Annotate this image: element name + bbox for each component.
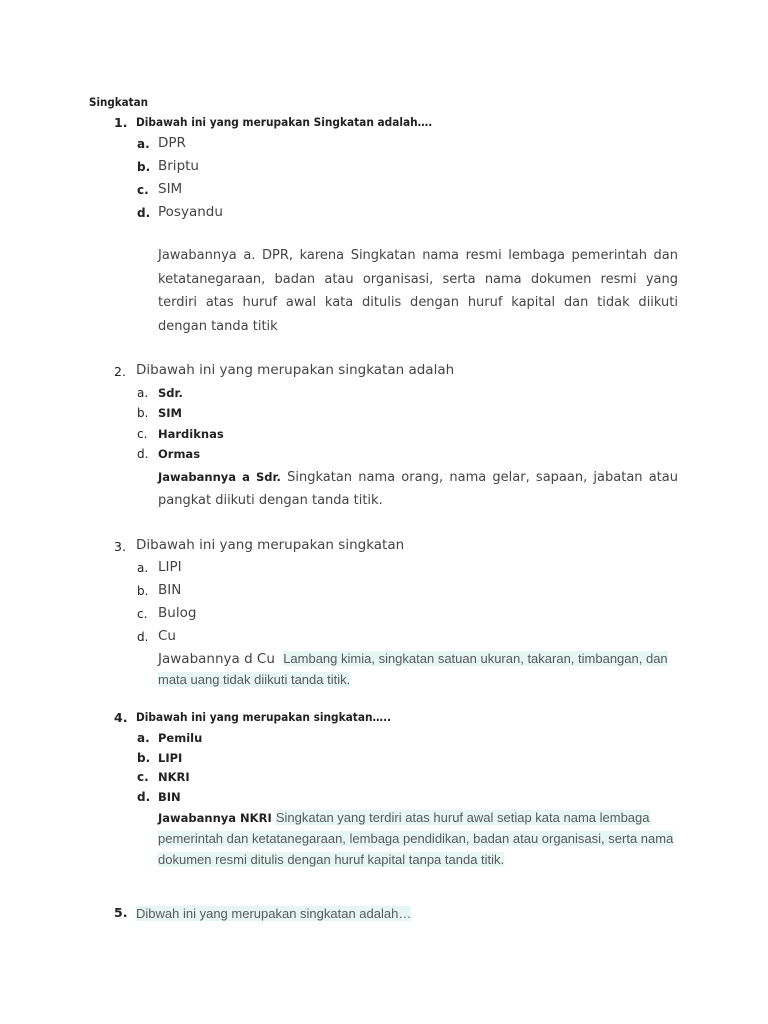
answer-lead: Jawabannya d Cu	[158, 651, 275, 667]
option-letter: a.	[137, 386, 149, 400]
option-text: Posyandu	[158, 204, 223, 220]
answer-explanation	[158, 649, 680, 691]
answer-text-highlighted: Singkatan yang terdiri atas huruf awal setiap kata nama lembaga pemerintah dan ketatanegaraan, lembaga pendidikan, badan atau organisasi, serta nama dokumen resmi ditulis dengan huruf kapital tanpa tanda titik.	[158, 810, 674, 867]
option-text: Cu	[158, 628, 176, 644]
question-number: 2.	[114, 364, 126, 379]
option-letter: c.	[137, 770, 149, 784]
option-letter: d.	[137, 447, 149, 461]
option-letter: a.	[137, 561, 149, 575]
option-text: Bulog	[158, 605, 197, 621]
option-letter: a.	[137, 137, 150, 151]
option-letter: d.	[137, 206, 151, 220]
option-letter: b.	[137, 584, 149, 598]
question-number: 5.	[114, 905, 128, 920]
answer-explanation	[158, 466, 678, 512]
option-text: Briptu	[158, 158, 199, 174]
option-letter: a.	[137, 731, 150, 745]
option-letter: b.	[137, 406, 149, 420]
answer-text: Singkatan nama orang, nama gelar, sapaan, jabatan atau pangkat diikuti dengan tanda titik.	[158, 470, 679, 508]
question-number: 4.	[114, 710, 128, 725]
option-text: Ormas	[158, 447, 201, 461]
option-text: NKRI	[158, 770, 190, 784]
question-text: Dibawah ini yang merupakan singkatan	[136, 537, 405, 553]
document-title: Singkatan	[89, 95, 148, 109]
option-letter: d.	[137, 630, 149, 644]
option-letter: c.	[137, 183, 149, 197]
answer-explanation	[158, 808, 680, 871]
option-letter: d.	[137, 790, 151, 804]
option-text: BIN	[158, 790, 181, 804]
question-number: 1.	[114, 115, 128, 130]
option-text: SIM	[158, 181, 183, 197]
question-text: Dibawah ini yang merupakan singkatan…..	[136, 710, 392, 724]
option-letter: b.	[137, 751, 151, 765]
option-text: Sdr.	[158, 386, 183, 400]
answer-text-highlighted: Lambang kimia, singkatan satuan ukuran, takaran, timbangan, dan mata uang tidak diikuti tanda titik.	[158, 651, 668, 687]
question-text: Dibawah ini yang merupakan Singkatan adalah….	[136, 115, 433, 129]
option-text: LIPI	[158, 559, 182, 575]
question-text-highlighted: Dibwah ini yang merupakan singkatan adalah…	[136, 906, 412, 921]
answer-explanation: Jawabannya a. DPR, karena Singkatan nama resmi lembaga pemerintah dan ketatanegaraan, badan atau organisasi, serta nama dokumen resmi yang terdiri atas huruf awal kata ditulis dengan huruf kapital dan tidak diikuti dengan tanda titik	[158, 248, 678, 334]
option-letter: c.	[137, 607, 148, 621]
question-number: 3.	[114, 539, 126, 554]
question-text-wrap	[136, 903, 411, 922]
option-text: SIM	[158, 406, 183, 420]
option-text: Pemilu	[158, 731, 203, 745]
option-letter: c.	[137, 427, 148, 441]
question-text: Dibawah ini yang merupakan singkatan adalah	[136, 362, 455, 378]
option-text: DPR	[158, 135, 186, 151]
answer-lead: Jawabannya NKRI	[158, 811, 272, 825]
answer-lead: Jawabannya a Sdr.	[158, 470, 281, 484]
option-letter: b.	[137, 160, 151, 174]
option-text: LIPI	[158, 751, 183, 765]
option-text: Hardiknas	[158, 427, 224, 441]
option-text: BIN	[158, 582, 182, 598]
